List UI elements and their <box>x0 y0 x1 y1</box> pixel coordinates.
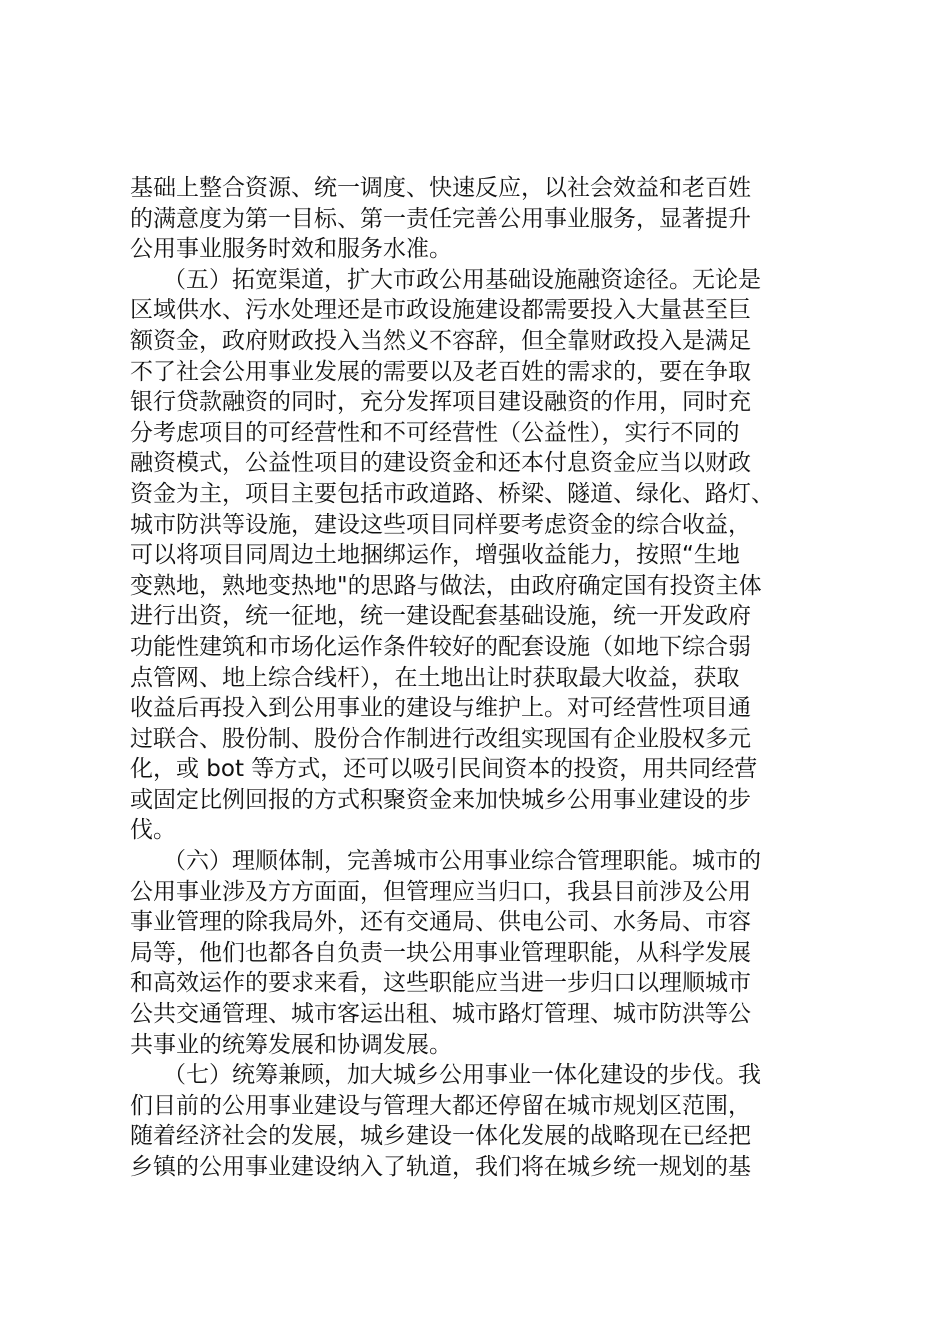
text-line: 和高效运作的要求来看，这些职能应当进一步归口以理顺城市 <box>130 970 751 997</box>
text-line: 可以将项目同周边土地捆绑运作，增强收益能力，按照“生地 <box>130 542 740 569</box>
text-line: 功能性建筑和市场化运作条件较好的配套设施（如地下综合弱 <box>130 633 751 660</box>
text-line: 事业管理的除我局外，还有交通局、供电公司、水务局、市容 <box>130 909 751 936</box>
text-line: 们目前的公用事业建设与管理大都还停留在城市规划区范围， <box>130 1092 751 1119</box>
text-line: 化，或 bot 等方式，还可以吸引民间资本的投资，用共同经营 <box>130 756 758 783</box>
text-line: 城市防洪等设施，建设这些项目同样要考虑资金的综合收益， <box>130 511 751 538</box>
text-line: 融资模式，公益性项目的建设资金和还本付息资金应当以财政 <box>130 450 751 477</box>
text-line: 或固定比例回报的方式积聚资金来加快城乡公用事业建设的步 <box>130 786 751 813</box>
text-line: 点管网、地上综合线杆），在土地出让时获取最大收益，获取 <box>130 664 740 691</box>
text-line: 不了社会公用事业发展的需要以及老百姓的需求的，要在争取 <box>130 358 751 385</box>
text-line: 公共交通管理、城市客运出租、城市路灯管理、城市防洪等公 <box>130 1001 751 1028</box>
paragraph-heading-7: （七）统筹兼顾，加大城乡公用事业一体化建设的步伐。我 <box>163 1062 761 1089</box>
text-line: 收益后再投入到公用事业的建设与维护上。对可经营性项目通 <box>130 695 751 722</box>
text-line: 局等，他们也都各自负责一块公用事业管理职能，从科学发展 <box>130 939 751 966</box>
text-line: 的满意度为第一目标、第一责任完善公用事业服务，显著提升 <box>130 205 751 232</box>
text-line: 银行贷款融资的同时，充分发挥项目建设融资的作用，同时充 <box>130 389 751 416</box>
text-line: 变熟地，熟地变热地"的思路与做法，由政府确定国有投资主体 <box>130 572 762 599</box>
text-line: 公用事业涉及方方面面，但管理应当归口，我县目前涉及公用 <box>130 878 751 905</box>
paragraph-heading-5: （五）拓宽渠道，扩大市政公用基础设施融资途径。无论是 <box>163 266 761 293</box>
text-line: 进行出资，统一征地，统一建设配套基础设施，统一开发政府 <box>130 603 751 630</box>
text-line: 公用事业服务时效和服务水准。 <box>130 236 452 263</box>
text-line: 伐。 <box>130 817 176 844</box>
paragraph-heading-6: （六）理顺体制，完善城市公用事业综合管理职能。城市的 <box>163 848 761 875</box>
text-line: 共事业的统筹发展和协调发展。 <box>130 1031 452 1058</box>
text-line: 额资金，政府财政投入当然义不容辞，但全靠财政投入是满足 <box>130 327 751 354</box>
document-body <box>130 173 830 1183</box>
text-line: 随着经济社会的发展，城乡建设一体化发展的战略现在已经把 <box>130 1123 751 1150</box>
text-line: 过联合、股份制、股份合作制进行改组实现国有企业股权多元 <box>130 725 751 752</box>
text-line: 基础上整合资源、统一调度、快速反应，以社会效益和老百姓 <box>130 175 751 201</box>
text-line: 分考虑项目的可经营性和不可经营性（公益性），实行不同的 <box>130 419 740 446</box>
text-line: 资金为主，项目主要包括市政道路、桥梁、隧道、绿化、路灯、 <box>130 480 774 507</box>
text-line: 乡镇的公用事业建设纳入了轨道，我们将在城乡统一规划的基 <box>130 1154 751 1180</box>
text-line: 区域供水、污水处理还是市政设施建设都需要投入大量甚至巨 <box>130 297 751 324</box>
